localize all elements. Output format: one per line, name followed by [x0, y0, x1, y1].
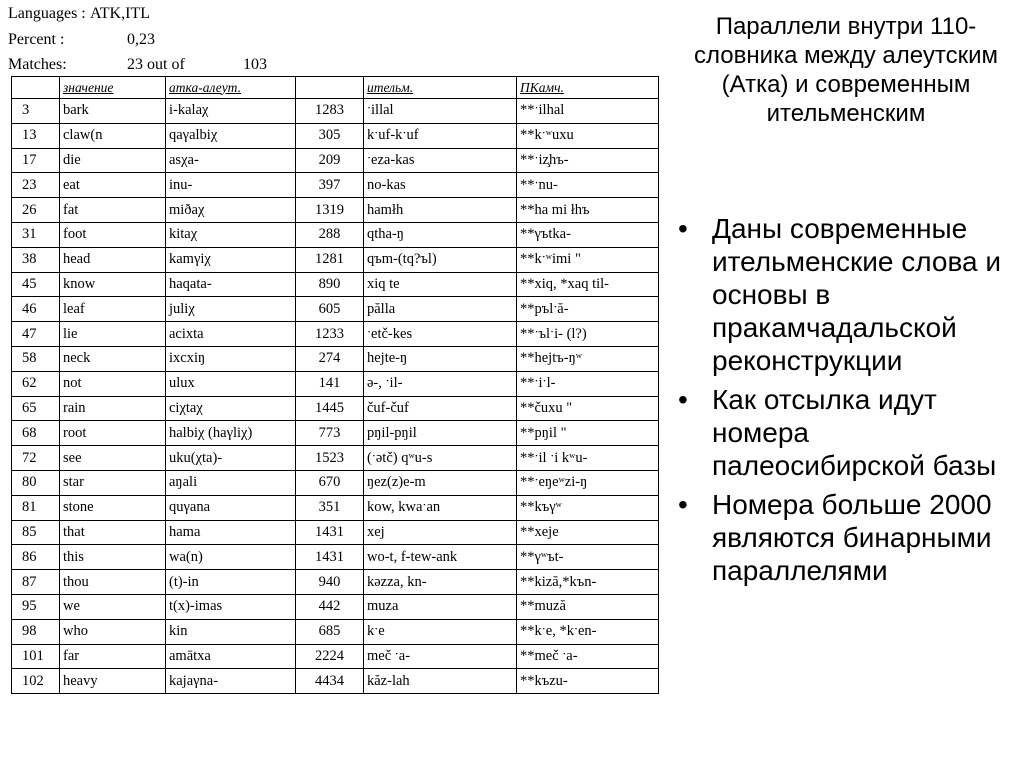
table-cell: hama: [166, 520, 296, 545]
table-cell: 940: [296, 570, 364, 595]
table-cell: ŋez(z)e-m: [364, 470, 517, 495]
bullet-item: [676, 383, 1021, 482]
table-cell: 1281: [296, 247, 364, 272]
bullet-dot-icon: •: [678, 384, 688, 415]
table-cell: qъm-(tq?ъl): [364, 247, 517, 272]
table-cell: 1319: [296, 198, 364, 223]
table-cell: **ˑiz̧hъ-: [517, 148, 659, 173]
table-cell: 95: [12, 594, 60, 619]
table-cell: kow, kwaˑan: [364, 495, 517, 520]
table-row: [12, 446, 659, 471]
table-row: [12, 222, 659, 247]
table-cell: **ˑilhal: [517, 99, 659, 124]
table-cell: leaf: [60, 297, 166, 322]
table-cell: 605: [296, 297, 364, 322]
table-row: [12, 421, 659, 446]
bullet-item: [676, 212, 1021, 377]
table-cell: asχa-: [166, 148, 296, 173]
table-cell: juliχ: [166, 297, 296, 322]
table-row: [12, 198, 659, 223]
table-row: [12, 545, 659, 570]
table-cell: 209: [296, 148, 364, 173]
bullet-list: [676, 212, 1021, 593]
column-header: ПКамч.: [517, 77, 659, 99]
bullet-text: Номера больше 2000 являются бинарными параллелями: [712, 489, 992, 586]
table-row: [12, 495, 659, 520]
table-cell: 68: [12, 421, 60, 446]
table-cell: 685: [296, 619, 364, 644]
table-cell: kəzza, kn-: [364, 570, 517, 595]
table-cell: pălla: [364, 297, 517, 322]
bullet-item: [676, 488, 1021, 587]
column-header: атка-алеут.: [166, 77, 296, 99]
languages-label: Languages :: [8, 5, 86, 22]
matches-total: 103: [243, 56, 267, 73]
table-cell: **kiză,*kъn-: [517, 570, 659, 595]
table-cell: 2224: [296, 644, 364, 669]
table-cell: **ha mi łhъ: [517, 198, 659, 223]
table-cell: ə-, ˑil-: [364, 371, 517, 396]
table-cell: die: [60, 148, 166, 173]
table-cell: ˑeza-kas: [364, 148, 517, 173]
table-row: [12, 619, 659, 644]
word-table: [11, 76, 659, 694]
table-cell: **γъtka-: [517, 222, 659, 247]
slide-title: Параллели внутри 110-словника между алеутским (Атка) и современным ительменским: [694, 13, 998, 127]
table-cell: **pŋil ": [517, 421, 659, 446]
table-cell: 47: [12, 322, 60, 347]
table-row: [12, 99, 659, 124]
table-cell: **xeje: [517, 520, 659, 545]
table-cell: 1523: [296, 446, 364, 471]
table-cell: bark: [60, 99, 166, 124]
table-cell: 101: [12, 644, 60, 669]
table-cell: 81: [12, 495, 60, 520]
table-cell: **ˑъlˑi- (l?): [517, 322, 659, 347]
table-cell: 1283: [296, 99, 364, 124]
bullet-dot-icon: •: [678, 489, 688, 520]
table-row: [12, 346, 659, 371]
table-cell: we: [60, 594, 166, 619]
table-cell: thou: [60, 570, 166, 595]
table-cell: miðaχ: [166, 198, 296, 223]
table-cell: 26: [12, 198, 60, 223]
table-cell: far: [60, 644, 166, 669]
table-cell: 58: [12, 346, 60, 371]
table-cell: qaγalbiχ: [166, 123, 296, 148]
bullet-text: Даны современные ительменские слова и основы в пракамчадальской реконструкции: [712, 213, 1002, 376]
table-cell: 13: [12, 123, 60, 148]
table-cell: hamłh: [364, 198, 517, 223]
table-cell: that: [60, 520, 166, 545]
table-cell: 1445: [296, 396, 364, 421]
table-cell: 141: [296, 371, 364, 396]
table-cell: **čuxu ": [517, 396, 659, 421]
table-cell: 890: [296, 272, 364, 297]
matches-value: 23 out of: [127, 56, 185, 73]
table-cell: inu-: [166, 173, 296, 198]
percent-label: Percent :: [8, 31, 65, 48]
percent-value: 0,23: [127, 31, 155, 48]
table-cell: meč ˑa-: [364, 644, 517, 669]
table-cell: 38: [12, 247, 60, 272]
table-cell: pŋil-pŋil: [364, 421, 517, 446]
table-cell: 305: [296, 123, 364, 148]
table-cell: i-kalaχ: [166, 99, 296, 124]
table-cell: čuf-čuf: [364, 396, 517, 421]
table-row: [12, 322, 659, 347]
table-cell: 397: [296, 173, 364, 198]
table-cell: neck: [60, 346, 166, 371]
table-row: [12, 470, 659, 495]
table-cell: stone: [60, 495, 166, 520]
table-cell: **pъlˑă-: [517, 297, 659, 322]
table-cell: wa(n): [166, 545, 296, 570]
table-cell: **kъzu-: [517, 669, 659, 694]
table-cell: kˑuf-kˑuf: [364, 123, 517, 148]
table-cell: see: [60, 446, 166, 471]
table-row: [12, 148, 659, 173]
table-cell: head: [60, 247, 166, 272]
table-row: [12, 272, 659, 297]
matches-label: Matches:: [8, 56, 67, 73]
table-cell: **ˑeŋeʷzi-ŋ: [517, 470, 659, 495]
table-cell: claw(n: [60, 123, 166, 148]
table-body: [12, 99, 659, 694]
table-cell: xej: [364, 520, 517, 545]
table-row: [12, 371, 659, 396]
table-cell: 46: [12, 297, 60, 322]
table-cell: rain: [60, 396, 166, 421]
table-cell: **muză: [517, 594, 659, 619]
column-header: [296, 77, 364, 99]
table-cell: 98: [12, 619, 60, 644]
table-cell: xiq te: [364, 272, 517, 297]
table-cell: 87: [12, 570, 60, 595]
table-row: [12, 669, 659, 694]
table-cell: kin: [166, 619, 296, 644]
table-cell: star: [60, 470, 166, 495]
table-cell: **xiq, *xaq til-: [517, 272, 659, 297]
column-header: [12, 77, 60, 99]
table-row: [12, 594, 659, 619]
table-cell: know: [60, 272, 166, 297]
table-cell: qtha-ŋ: [364, 222, 517, 247]
table-cell: aŋali: [166, 470, 296, 495]
table-cell: quγana: [166, 495, 296, 520]
bullet-text: Как отсылка идут номера палеосибирской базы: [712, 384, 997, 481]
column-header: значение: [60, 77, 166, 99]
table-row: [12, 570, 659, 595]
table-cell: **ˑiˑl-: [517, 371, 659, 396]
table-cell: this: [60, 545, 166, 570]
table-cell: 442: [296, 594, 364, 619]
table-cell: 80: [12, 470, 60, 495]
table-cell: 85: [12, 520, 60, 545]
table-cell: hejte-ŋ: [364, 346, 517, 371]
table-cell: 102: [12, 669, 60, 694]
table-cell: 1431: [296, 520, 364, 545]
table-cell: 62: [12, 371, 60, 396]
table-cell: ˑillal: [364, 99, 517, 124]
table-cell: halbiχ (haγliχ): [166, 421, 296, 446]
table-cell: **kъγʷ: [517, 495, 659, 520]
table-cell: **γʷъt-: [517, 545, 659, 570]
table-cell: kăz-lah: [364, 669, 517, 694]
table-cell: lie: [60, 322, 166, 347]
table-cell: **kˑʷuxu: [517, 123, 659, 148]
table-cell: **ˑil ˑi kʷu-: [517, 446, 659, 471]
table-row: [12, 396, 659, 421]
table-header-row: [12, 77, 659, 99]
table-cell: **hejtъ-ŋʷ: [517, 346, 659, 371]
table-cell: acixta: [166, 322, 296, 347]
table-cell: 1233: [296, 322, 364, 347]
table-row: [12, 520, 659, 545]
languages-value: ATK,ITL: [90, 5, 150, 22]
table-cell: kajaγna-: [166, 669, 296, 694]
table-cell: **kˑʷimi ": [517, 247, 659, 272]
table-cell: 351: [296, 495, 364, 520]
table-cell: muza: [364, 594, 517, 619]
table-cell: 72: [12, 446, 60, 471]
table-cell: 4434: [296, 669, 364, 694]
table-cell: 670: [296, 470, 364, 495]
table-cell: heavy: [60, 669, 166, 694]
table-cell: 45: [12, 272, 60, 297]
table-cell: root: [60, 421, 166, 446]
table-cell: kitaχ: [166, 222, 296, 247]
table-row: [12, 297, 659, 322]
table-row: [12, 123, 659, 148]
table-cell: 773: [296, 421, 364, 446]
table-cell: kˑe: [364, 619, 517, 644]
table-cell: wo-t, f-tew-ank: [364, 545, 517, 570]
table-cell: t(x)-imas: [166, 594, 296, 619]
table-cell: 3: [12, 99, 60, 124]
table-cell: 86: [12, 545, 60, 570]
table-cell: ixcxiŋ: [166, 346, 296, 371]
table-cell: 274: [296, 346, 364, 371]
table-cell: 17: [12, 148, 60, 173]
table-cell: foot: [60, 222, 166, 247]
table-cell: **kˑe, *kˑen-: [517, 619, 659, 644]
table-cell: fat: [60, 198, 166, 223]
table-cell: **ˑnu-: [517, 173, 659, 198]
table-cell: ˑetč-kes: [364, 322, 517, 347]
table-cell: ciχtaχ: [166, 396, 296, 421]
table-cell: **meč ˑa-: [517, 644, 659, 669]
bullet-dot-icon: •: [678, 213, 688, 244]
table-cell: no-kas: [364, 173, 517, 198]
table-row: [12, 173, 659, 198]
table-cell: 23: [12, 173, 60, 198]
table-cell: eat: [60, 173, 166, 198]
table-cell: 288: [296, 222, 364, 247]
table-cell: uku(χta)-: [166, 446, 296, 471]
table-cell: amātxa: [166, 644, 296, 669]
table-row: [12, 247, 659, 272]
table-cell: haqata-: [166, 272, 296, 297]
table-cell: 1431: [296, 545, 364, 570]
table-cell: 31: [12, 222, 60, 247]
table-cell: kamγiχ: [166, 247, 296, 272]
table-row: [12, 644, 659, 669]
table-cell: ulux: [166, 371, 296, 396]
column-header: ительм.: [364, 77, 517, 99]
table-cell: who: [60, 619, 166, 644]
table-cell: (t)-in: [166, 570, 296, 595]
table-cell: 65: [12, 396, 60, 421]
table-cell: (ˑətč) qʷu-s: [364, 446, 517, 471]
table-cell: not: [60, 371, 166, 396]
